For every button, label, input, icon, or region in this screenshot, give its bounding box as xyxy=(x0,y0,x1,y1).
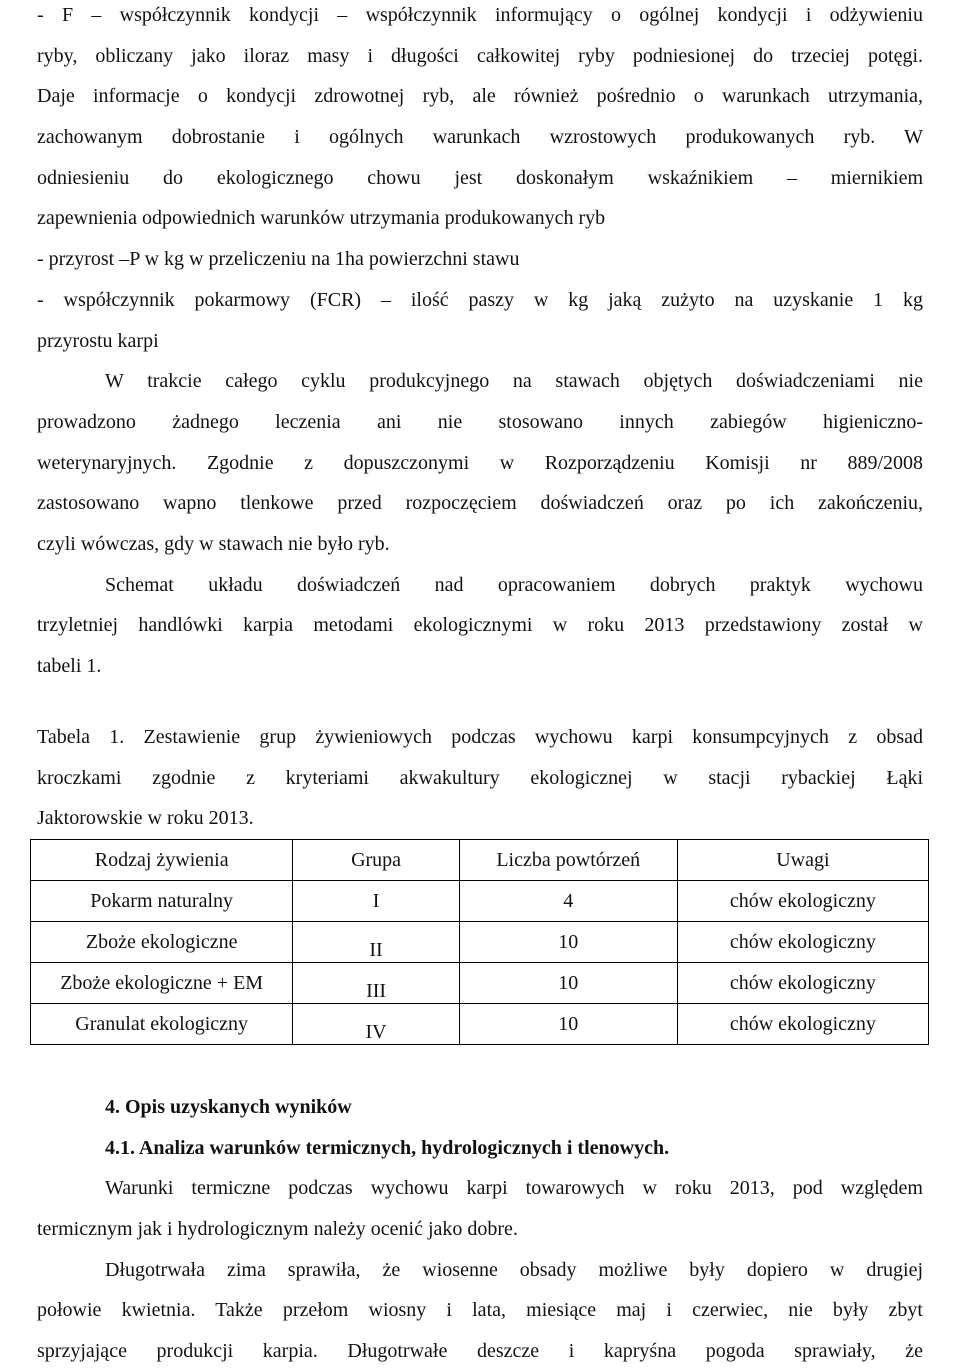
subsection-heading: 4.1. Analiza warunków termicznych, hydrologicznych i tlenowych. xyxy=(105,1136,670,1159)
text-line: zapewnienia odpowiednich warunków utrzymania produkowanych ryb xyxy=(37,207,606,230)
text-line: Daje informacje o kondycji zdrowotnej ryb, ale również pośrednio o warunkach utrzymania, xyxy=(37,85,923,108)
text-line: Tabela 1. Zestawienie grup żywieniowych podczas wychowu karpi konsumpcyjnych z obsad xyxy=(37,726,923,748)
table-caption xyxy=(37,717,923,839)
table-cell: III xyxy=(293,963,459,1004)
text-line: Schemat układu doświadczeń nad opracowaniem dobrych praktyk wychowu xyxy=(105,573,923,596)
section-heading: 4. Opis uzyskanych wyników xyxy=(105,1096,352,1118)
table-cell: chów ekologiczny xyxy=(677,922,928,963)
text-line: przyrostu karpi xyxy=(37,329,159,352)
text-line: - F – współczynnik kondycji – współczynnik informujący o ogólnej kondycji i odżywieniu xyxy=(37,4,923,26)
text-line: czyli wówczas, gdy w stawach nie było ryb. xyxy=(37,532,390,555)
table-cell: 10 xyxy=(459,1004,677,1045)
table-row xyxy=(31,1004,929,1045)
text-line: trzyletniej handlówki karpia metodami ekologicznymi w roku 2013 przedstawiony został w xyxy=(37,614,923,637)
text-line: zachowanym dobrostanie i ogólnych warunkach wzrostowych produkowanych ryb. W xyxy=(37,126,923,149)
table-cell: chów ekologiczny xyxy=(677,1004,928,1045)
text-line: Jaktorowskie w roku 2013. xyxy=(37,807,254,830)
table-cell: 4 xyxy=(459,881,677,922)
text-line: Długotrwała zima sprawiła, że wiosenne obsady możliwe były dopiero w drugiej xyxy=(105,1258,923,1281)
paragraph-condition-factor xyxy=(37,0,923,687)
table-cell: 10 xyxy=(459,963,677,1004)
text-line: termicznym jak i hydrologicznym należy ocenić jako dobre. xyxy=(37,1218,518,1241)
header-cell: Grupa xyxy=(293,840,459,881)
table-cell: Zboże ekologiczne + EM xyxy=(31,963,293,1004)
table-row xyxy=(31,881,929,922)
table-cell: Pokarm naturalny xyxy=(31,881,293,922)
table-row xyxy=(31,963,929,1004)
header-cell: Uwagi xyxy=(677,840,928,881)
text-line: tabeli 1. xyxy=(37,655,102,677)
text-line: odniesieniu do ekologicznego chowu jest doskonałym wskaźnikiem – miernikiem xyxy=(37,166,923,189)
text-line: W trakcie całego cyklu produkcyjnego na stawach objętych doświadczeniami nie xyxy=(105,370,923,393)
table-cell: Zboże ekologiczne xyxy=(31,922,293,963)
table-cell: chów ekologiczny xyxy=(677,881,928,922)
table-cell: chów ekologiczny xyxy=(677,963,928,1004)
header-cell: Rodzaj żywienia xyxy=(31,840,293,881)
text-line: połowie kwietnia. Także przełom wiosny i lata, miesiące maj i czerwiec, nie były zbyt xyxy=(37,1299,923,1322)
text-line: kroczkami zgodnie z kryteriami akwakultury ekologicznej w stacji rybackiej Łąki xyxy=(37,766,923,789)
text-line: prowadzono żadnego leczenia ani nie stosowano innych zabiegów higieniczno- xyxy=(37,410,923,433)
text-line: - współczynnik pokarmowy (FCR) – ilość paszy w kg jaką zużyto na uzyskanie 1 kg xyxy=(37,288,923,311)
table-row xyxy=(31,922,929,963)
text-line: weterynaryjnych. Zgodnie z dopuszczonymi w Rozporządzeniu Komisji nr 889/2008 xyxy=(37,451,923,474)
text-line: sprzyjające produkcji karpia. Długotrwałe deszcze i kapryśna pogoda sprawiały, że xyxy=(37,1340,923,1363)
section-results xyxy=(37,1087,923,1372)
table-cell: IV xyxy=(293,1004,459,1045)
text-line-growth: - przyrost –P w kg w przeliczeniu na 1ha powierzchni stawu xyxy=(37,248,520,271)
table-header-row xyxy=(31,840,929,881)
table-cell: II xyxy=(293,922,459,963)
feeding-groups-table xyxy=(30,839,929,1045)
table-cell: 10 xyxy=(459,922,677,963)
header-cell: Liczba powtórzeń xyxy=(459,840,677,881)
table-cell: Granulat ekologiczny xyxy=(31,1004,293,1045)
text-line: zastosowano wapno tlenkowe przed rozpoczęciem doświadczeń oraz po ich zakończeniu, xyxy=(37,492,923,515)
text-line: ryby, obliczany jako iloraz masy i długości całkowitej ryby podniesionej do trzeciej potęgi. xyxy=(37,44,923,67)
text-line: Warunki termiczne podczas wychowu karpi towarowych w roku 2013, pod względem xyxy=(105,1177,923,1200)
table-cell: I xyxy=(293,881,459,922)
